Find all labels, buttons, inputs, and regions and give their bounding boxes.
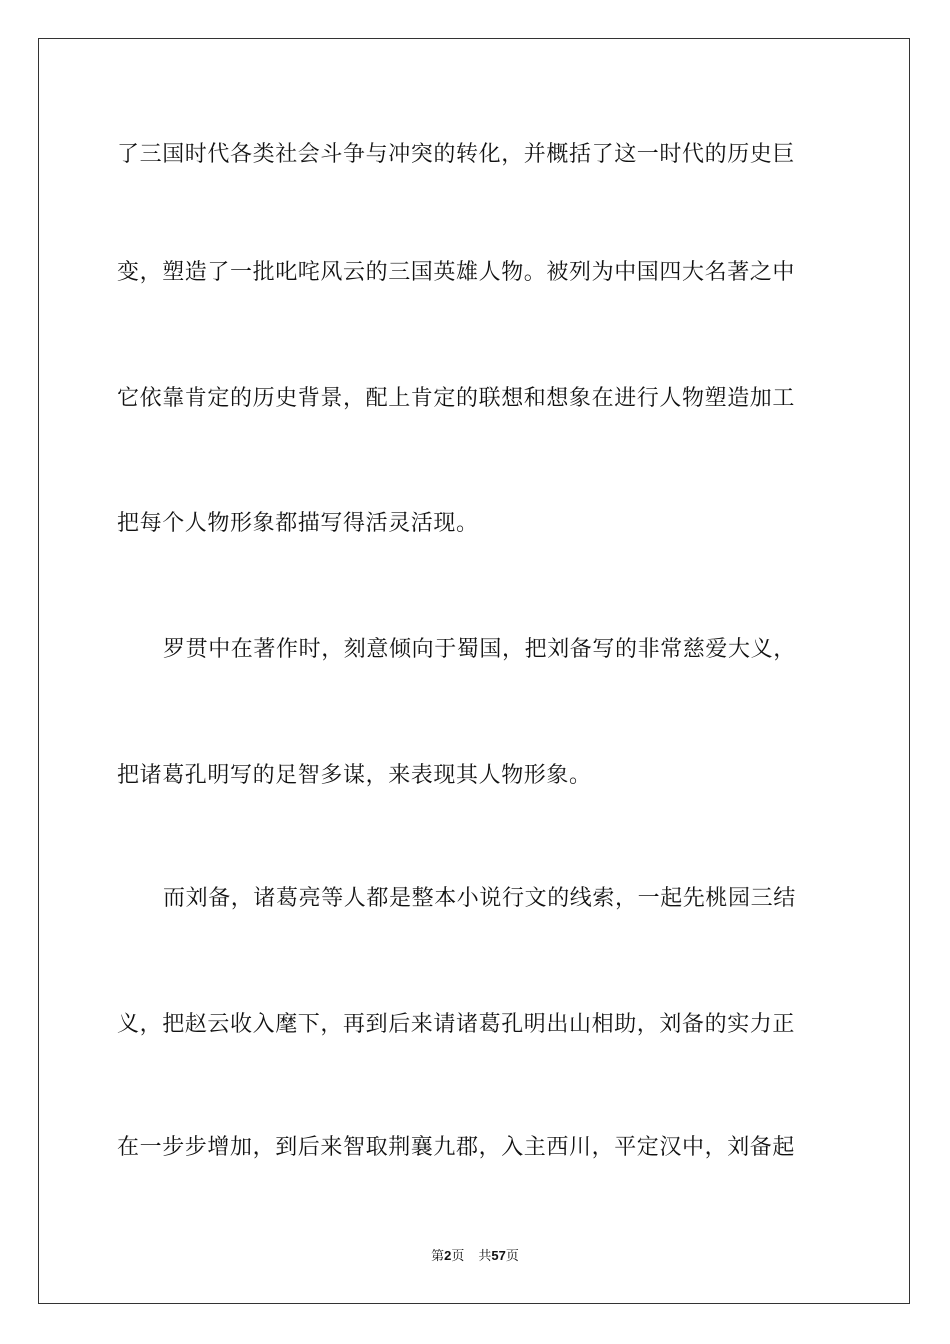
body-line-1: 了三国时代各类社会斗争与冲突的转化，并概括了这一时代的历史巨 (117, 142, 796, 167)
footer-page-prefix: 第 (431, 1249, 445, 1264)
body-line-6: 把诸葛孔明写的足智多谋，来表现其人物形象。 (117, 763, 592, 788)
footer-total-pages: 57 (491, 1248, 506, 1263)
body-line-9: 在一步步增加，到后来智取荆襄九郡，入主西川，平定汉中，刘备起 (117, 1135, 796, 1160)
body-line-8: 义，把赵云收入麾下，再到后来请诸葛孔明出山相助，刘备的实力正 (117, 1012, 796, 1037)
footer-total-suffix: 页 (505, 1249, 519, 1264)
footer-page-suffix: 页 (451, 1249, 465, 1264)
footer-total-prefix: 共 (478, 1249, 492, 1264)
body-line-7: 而刘备，诸葛亮等人都是整本小说行文的线索，一起先桃园三结 (163, 886, 796, 911)
page-footer (0, 1245, 950, 1264)
body-line-3: 它依靠肯定的历史背景，配上肯定的联想和想象在进行人物塑造加工 (117, 386, 796, 411)
page-frame (38, 38, 910, 1304)
body-line-5: 罗贯中在著作时，刻意倾向于蜀国，把刘备写的非常慈爱大义， (163, 637, 796, 662)
body-line-2: 变，塑造了一批叱咤风云的三国英雄人物。被列为中国四大名著之中 (117, 260, 796, 285)
footer-page-number: 2 (444, 1248, 452, 1263)
body-line-4: 把每个人物形象都描写得活灵活现。 (117, 511, 479, 536)
